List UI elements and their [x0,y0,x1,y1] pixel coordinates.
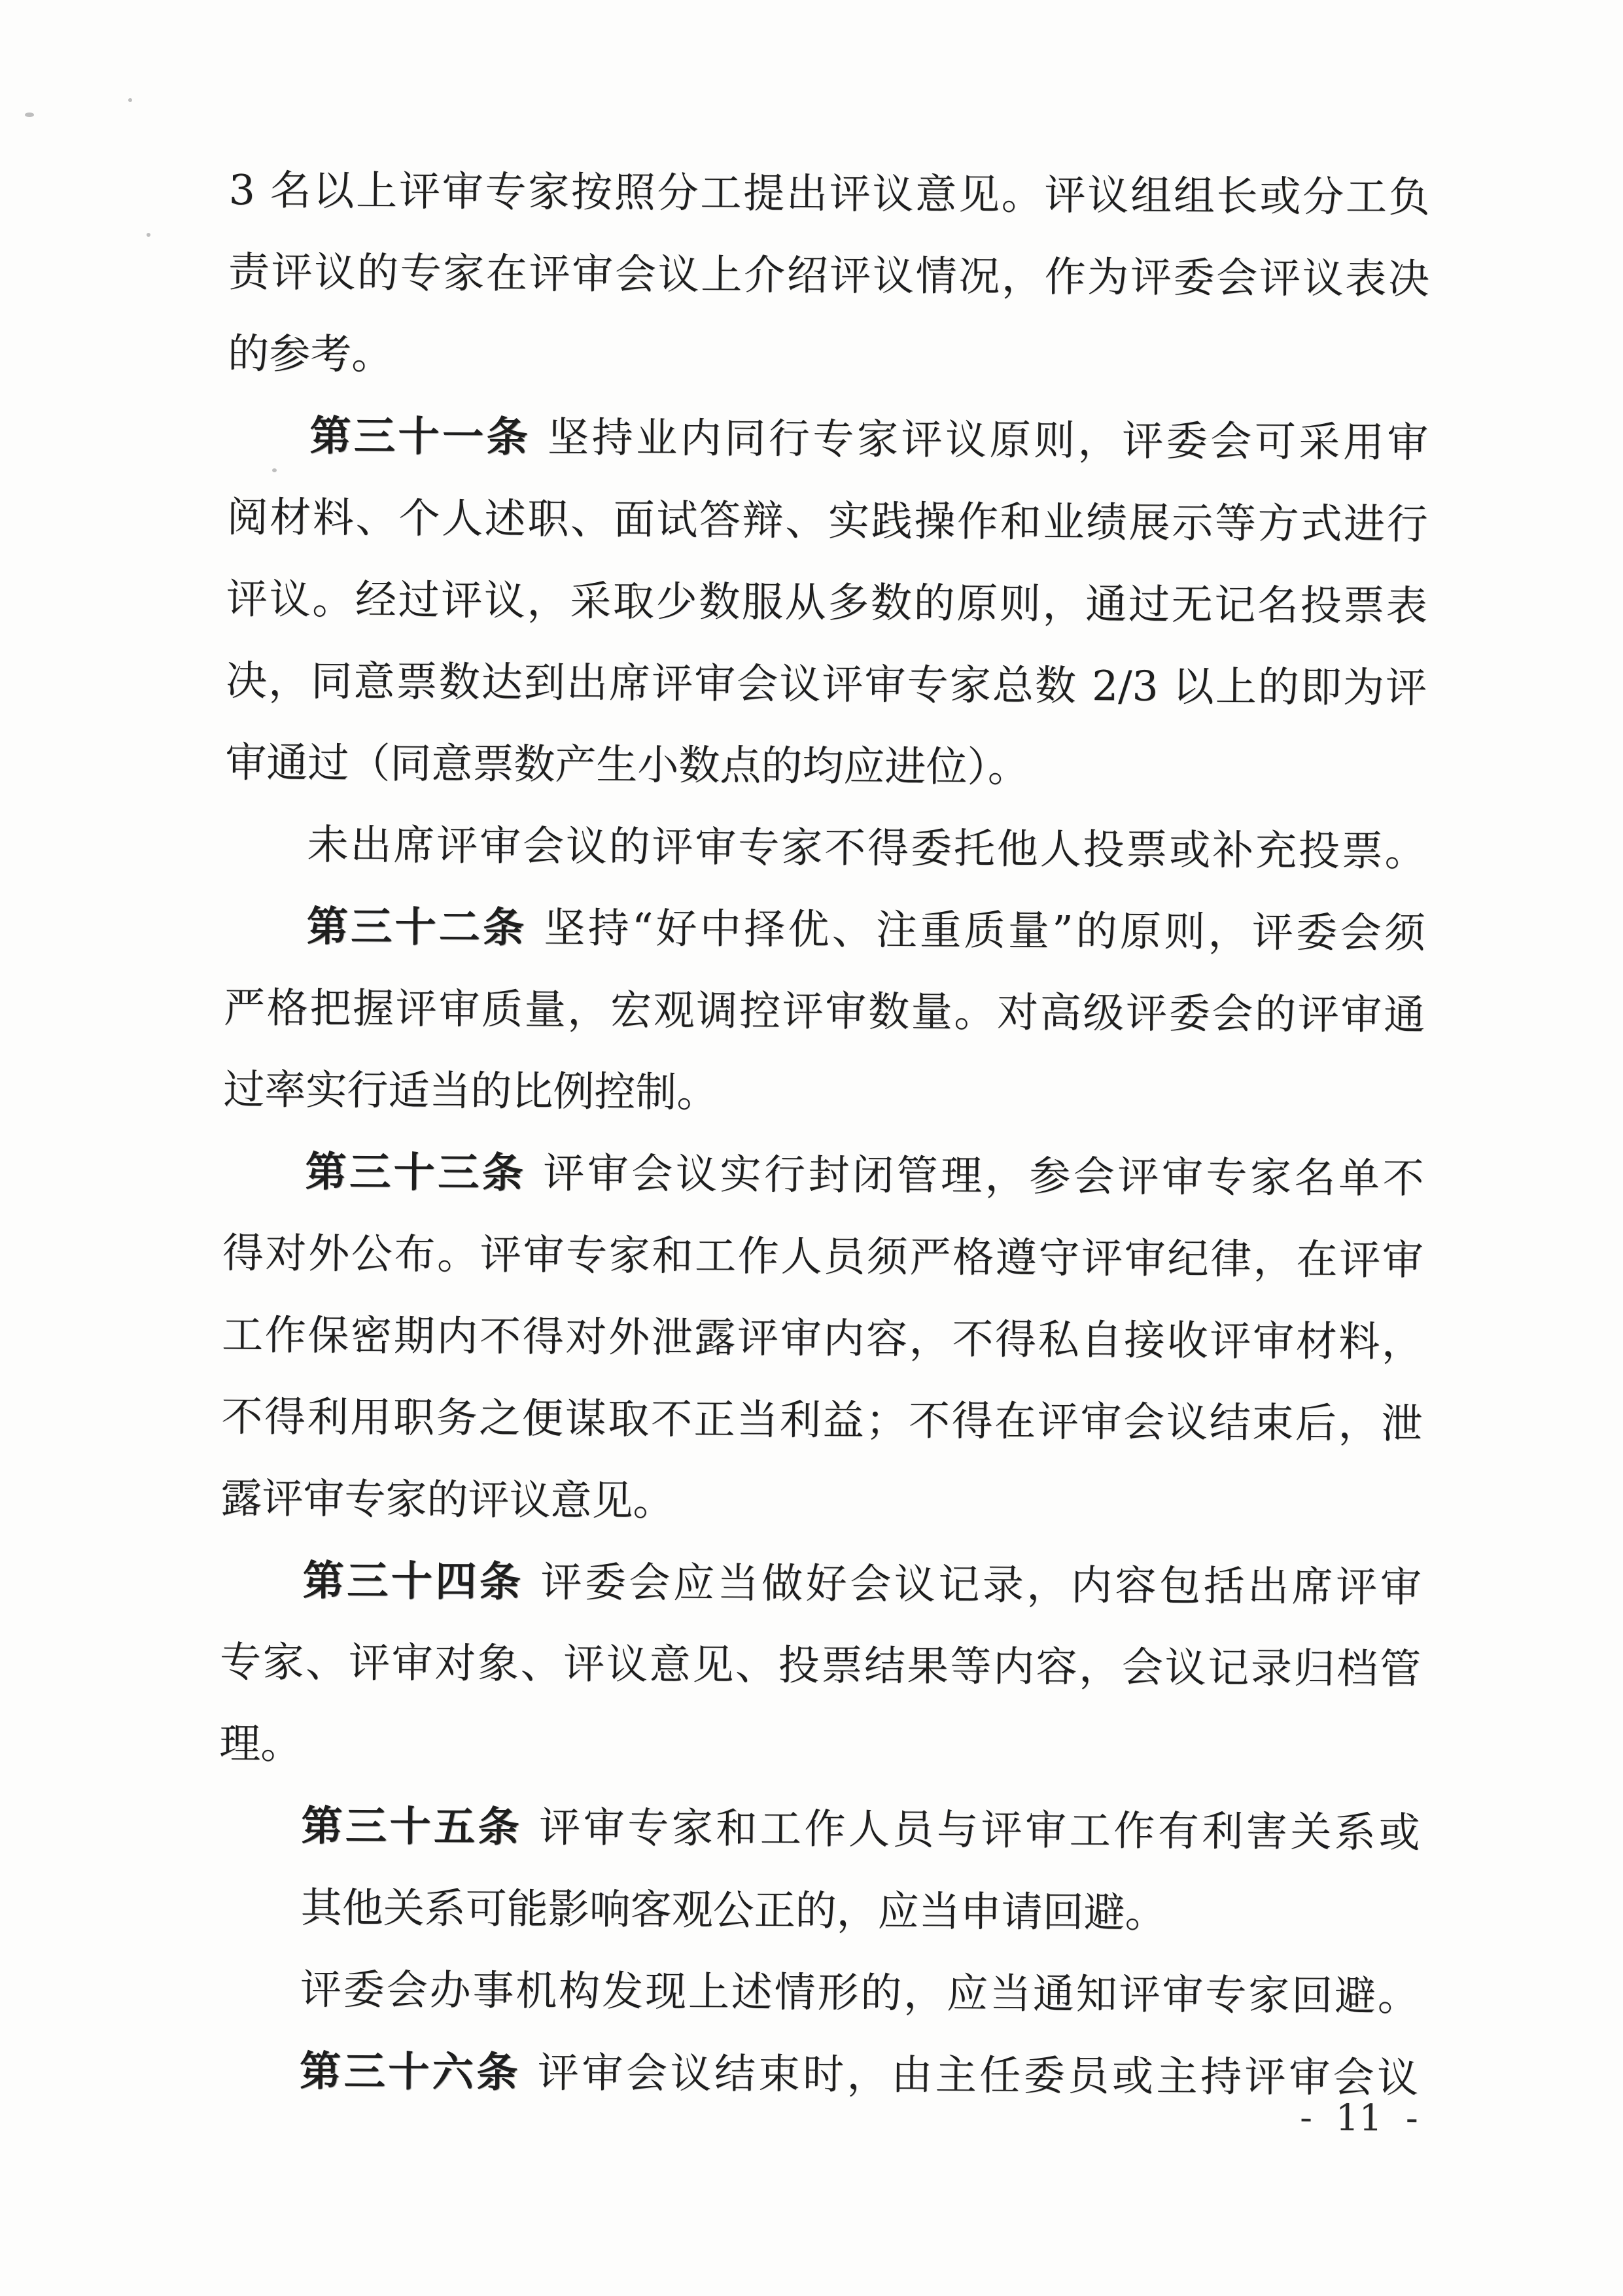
text-line [227,394,1429,483]
text-line [218,1948,1420,2037]
line-text: 阅材料、个人述职、面试答辩、实践操作和业绩展示等方式进行 [226,493,1428,549]
line-text: 未出席评审会议的评审专家不得委托他人投票或补充投票。 [307,820,1426,876]
text-line [219,1703,1421,1792]
text-line [225,722,1427,810]
line-text: 得对外公布。评审专家和工作人员须严格遵守评审纪律，在评审 [222,1228,1424,1285]
line-text: 的参考。 [228,329,393,379]
line-text: 其他关系可能影响客观公正的，应当申请回避。 [300,1883,1166,1937]
text-line [222,1130,1424,1219]
line-text: 评审会议结束时，由主任委员或主持评审会议 [537,2048,1419,2102]
line-text: 坚持“好中择优、注重质量”的原则，评委会须 [544,903,1426,958]
page-number: - 11 - [1299,2096,1418,2140]
line-text: 3 名以上评审专家按照分工提出评议意见。评议组组长或分工负 [228,165,1430,222]
text-line [224,803,1426,892]
article-heading: 第三十二条 [306,902,527,952]
article-heading: 第三十六条 [299,2047,521,2096]
article-heading: 第三十五条 [301,1801,523,1851]
text-line [226,558,1428,647]
line-text: 工作保密期内不得对外泄露评审内容，不得私自接收评审材料， [221,1310,1423,1366]
line-text: 专家、评审对象、评议意见、投票结果等内容，会议记录归档管 [219,1637,1422,1694]
text-line [228,149,1430,238]
document-body [217,149,1430,2119]
line-text: 评委会办事机构发现上述情形的，应当通知评审专家回避。 [300,1965,1420,2021]
line-text: 露评审专家的评议意见。 [220,1474,674,1525]
line-text: 决，同意票数达到出席评审会议评审专家总数 2/3 以上的即为评 [225,656,1427,712]
text-line [220,1621,1422,1710]
line-text: 严格把握评审质量，宏观调控评审数量。对高级评委会的评审通 [223,983,1425,1039]
line-text: 审通过（同意票数产生小数点的均应进位）。 [225,738,1030,791]
line-text: 评审专家和工作人员与评审工作有利害关系或 [538,1803,1420,1857]
text-line [226,640,1427,729]
line-text: 评审会议实行封闭管理，参会评审专家名单不 [543,1149,1424,1203]
text-line [222,1212,1423,1301]
line-text: 责评议的专家在评审会议上介绍评议情况，作为评委会评议表决 [228,247,1430,304]
text-line [226,476,1428,565]
text-line [221,1376,1423,1465]
line-text: 过率实行适当的比例控制。 [223,1065,718,1117]
text-line [222,1294,1423,1383]
text-line [228,313,1429,402]
text-line [223,1049,1425,1138]
line-text: 评委会应当做好会议记录，内容包括出席评审 [540,1557,1422,1612]
line-text: 理。 [219,1719,302,1768]
line-text: 坚持业内同行专家评议原则，评委会可采用审 [547,413,1429,467]
article-heading: 第三十三条 [305,1147,527,1197]
line-text: 不得利用职务之便谋取不正当利益；不得在评审会议结束后，泄 [221,1392,1423,1448]
article-heading: 第三十四条 [302,1556,524,1606]
line-text: 评议。经过评议，采取少数服从多数的原则，通过无记名投票表 [226,574,1428,631]
text-line [224,885,1425,974]
text-line [228,231,1430,320]
text-line [220,1539,1422,1628]
text-line [218,1784,1420,1873]
text-line [218,1866,1420,1955]
article-heading: 第三十一条 [309,411,531,461]
text-line [224,967,1425,1056]
text-line [220,1457,1422,1546]
